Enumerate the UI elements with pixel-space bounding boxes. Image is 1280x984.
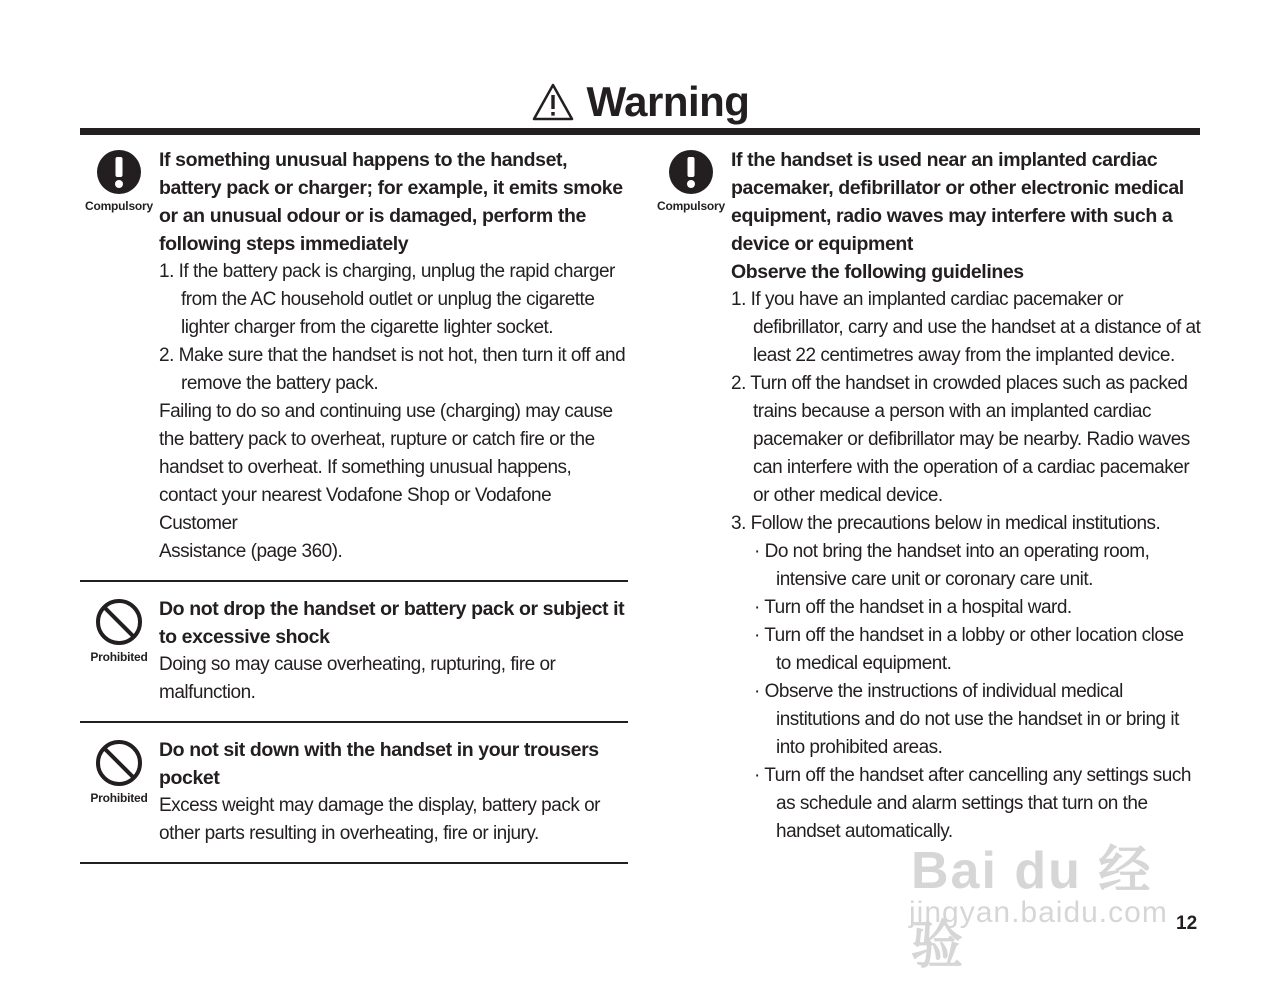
block-heading-line: If something unusual happens to the handset, (159, 149, 568, 171)
body-line: Excess weight may damage the display, battery pack or (159, 795, 600, 816)
body-line: Doing so may cause overheating, rupturing, fire or (159, 654, 556, 675)
compulsory-badge (652, 149, 730, 213)
prohibited-icon (95, 598, 143, 646)
page-number: 12 (1176, 913, 1198, 934)
precaution-bullet: · Observe the instructions of individual medical institutions and do not use the handset in or bring it into prohibited areas. (754, 681, 1179, 758)
block-heading-line: pacemaker, defibrillator or other electronic medical (731, 177, 1184, 199)
block-heading-line: device or equipment (731, 233, 914, 255)
prohibited-label: Prohibited (90, 650, 148, 664)
prohibited-block-drop (80, 582, 630, 721)
compulsory-label: Compulsory (84, 199, 153, 213)
baidu-watermark (905, 818, 1198, 975)
left-column (80, 146, 630, 864)
compulsory-badge (80, 149, 158, 213)
compulsory-icon (96, 149, 142, 195)
prohibited-block-pocket (80, 723, 630, 862)
body-line: Failing to do so and continuing use (charging) may cause (159, 401, 613, 422)
body-line: other parts resulting in overheating, fire or injury. (159, 823, 539, 844)
body-line: Assistance (page 360). (159, 541, 343, 562)
block-heading-line: battery pack or charger; for example, it emits smoke (159, 177, 623, 199)
block-heading-line: Do not drop the handset or battery pack or subject it (159, 598, 625, 620)
guidelines-subheading: Observe the following guidelines (731, 261, 1024, 283)
body-line: malfunction. (159, 682, 256, 703)
title-divider (80, 128, 1200, 135)
precaution-bullet: · Turn off the handset in a hospital ward. (754, 597, 1072, 618)
guideline-item: 2. Turn off the handset in crowded places such as packed trains because a person with an implanted cardiac pacemaker or defibrillator may be nearby. Radio waves can interfere with the operation of a cardiac pacemaker or other medical device. (731, 373, 1190, 506)
body-line: handset to overheat. If something unusual happens, (159, 457, 572, 478)
block-heading-line: pocket (159, 767, 220, 789)
compulsory-block-pacemaker (652, 146, 1202, 846)
block-heading-line: or an unusual odour or is damaged, perform the (159, 205, 586, 227)
prohibited-badge (80, 598, 158, 664)
block-heading-line: If the handset is used near an implanted cardiac (731, 149, 1158, 171)
section-divider (80, 862, 628, 864)
guideline-item: 1. If you have an implanted cardiac pacemaker or defibrillator, carry and use the handset at a distance of at least 22 centimetres away from the implanted device. (731, 289, 1201, 366)
page-title: Warning (586, 78, 750, 125)
compulsory-icon (668, 149, 714, 195)
step-item: 1. If the battery pack is charging, unplug the rapid charger from the AC household outlet or unplug the cigarette lighter charger from the cigarette lighter socket. (159, 261, 615, 338)
precaution-bullet: · Do not bring the handset into an operating room, intensive care unit or coronary care unit. (754, 541, 1150, 590)
block-heading-line: equipment, radio waves may interfere with such a (731, 205, 1173, 227)
warning-triangle-icon (531, 82, 575, 122)
prohibited-label: Prohibited (90, 791, 148, 805)
watermark-logo-text: Bai du 经验 (911, 842, 1153, 975)
block-heading-line: to excessive shock (159, 626, 330, 648)
right-column (652, 146, 1202, 846)
block-heading-line: following steps immediately (159, 233, 409, 255)
page-header (0, 74, 1280, 130)
block-heading-line: Do not sit down with the handset in your trousers (159, 739, 599, 761)
guideline-item: 3. Follow the precautions below in medical institutions. (731, 513, 1161, 534)
compulsory-label: Compulsory (656, 199, 725, 213)
step-item: 2. Make sure that the handset is not hot, then turn it off and remove the battery pack. (159, 345, 626, 394)
body-line: the battery pack to overheat, rupture or catch fire or the (159, 429, 595, 450)
watermark-url: jingyan.baidu.com (909, 896, 1168, 929)
body-line: contact your nearest Vodafone Shop or Vodafone Customer (159, 485, 552, 534)
prohibited-icon (95, 739, 143, 787)
precaution-bullet: · Turn off the handset after cancelling any settings such as schedule and alarm settings that turn on the handset automatically. (754, 765, 1191, 842)
prohibited-badge (80, 739, 158, 805)
precaution-bullet: · Turn off the handset in a lobby or other location close to medical equipment. (754, 625, 1184, 674)
compulsory-block-unusual (80, 146, 630, 580)
